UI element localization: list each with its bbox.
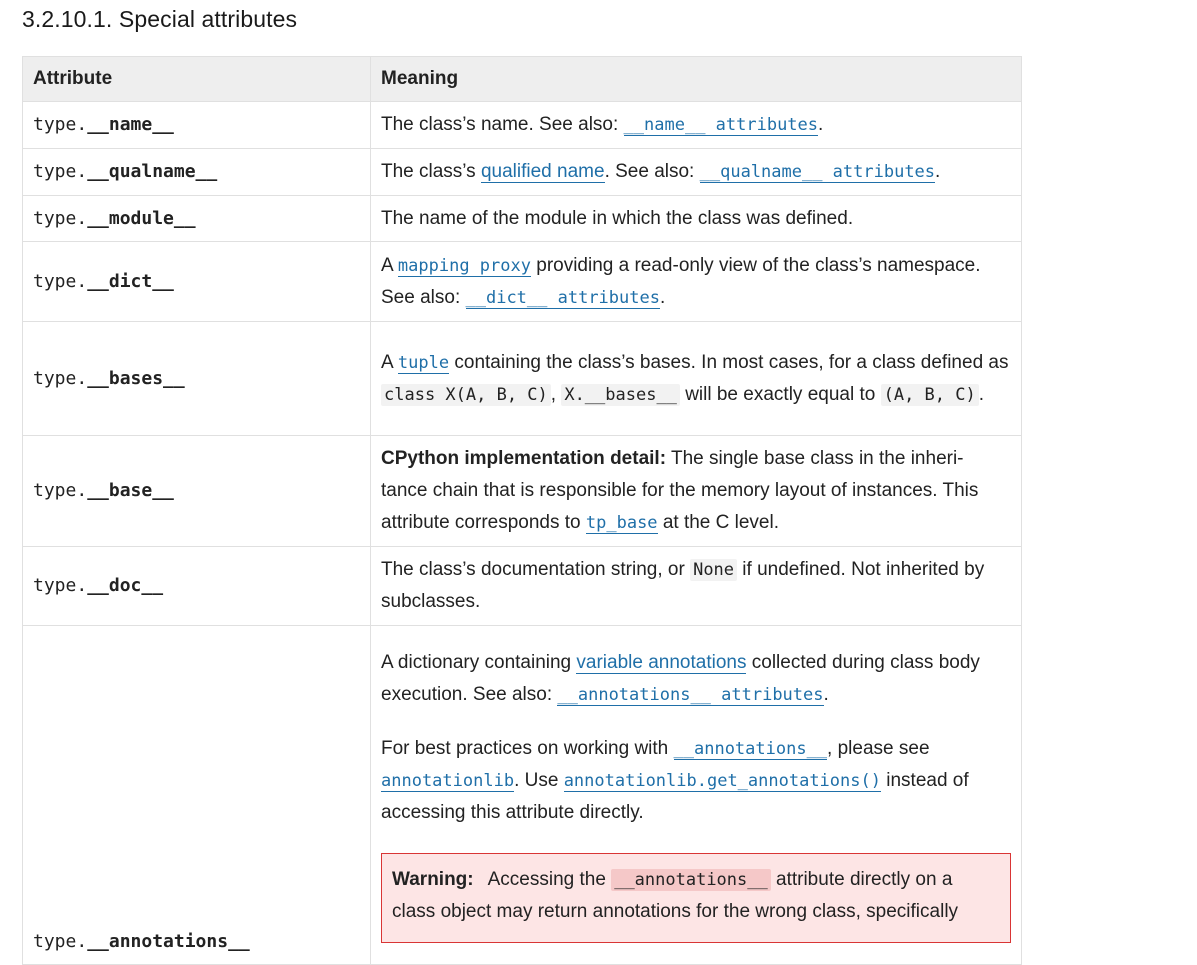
attr-name: __qualname__	[87, 161, 218, 182]
meaning-text: .	[978, 383, 984, 405]
meaning-text: .	[659, 286, 666, 308]
attr-prefix: type.	[33, 575, 88, 596]
meaning-cell	[371, 149, 1022, 196]
annotationlib-link[interactable]: annotationlib	[381, 771, 515, 791]
inline-code: (A, B, C)	[881, 384, 979, 406]
meaning-cell	[371, 102, 1022, 149]
attr-name: __doc__	[87, 575, 164, 596]
meaning-text: .	[818, 114, 824, 135]
attr-prefix: type.	[33, 270, 88, 292]
qualified-name-link[interactable]: qualified name	[480, 161, 605, 182]
mapping-proxy-link[interactable]: mapping proxy	[397, 255, 531, 276]
meaning-text: at the C level.	[657, 512, 779, 533]
meaning-text: The class’s name. See also:	[381, 114, 624, 135]
attr-name: __bases__	[87, 367, 185, 389]
table-row	[23, 626, 1022, 965]
annotations-paragraph	[381, 647, 1011, 711]
meaning-text: containing the class’s bases. In most cases, for a class defined as	[449, 351, 1009, 373]
table-row	[23, 102, 1022, 149]
table-row	[23, 436, 1022, 547]
attribute-cell	[23, 626, 371, 965]
warning-text: attribute directly on a class object may return annotations for the wrong class, specifically	[392, 869, 959, 922]
warning-label: Warning:	[392, 869, 474, 890]
attr-prefix: type.	[33, 367, 88, 389]
header-meaning: Meaning	[371, 57, 1022, 102]
annotations-howto-link[interactable]: __annotations__	[673, 739, 828, 759]
meaning-text: A dictionary containing	[381, 652, 577, 673]
table-row	[23, 196, 1022, 242]
meaning-text: For best practices on working with	[381, 738, 674, 759]
meaning-text: ,	[550, 383, 562, 405]
section-title: 3.2.10.1. Special attributes	[22, 6, 298, 32]
impl-detail-label: CPython implementation detail:	[381, 448, 667, 469]
meaning-text: The class’s documentation string, or	[381, 559, 691, 580]
inline-code: class X(A, B, C)	[381, 384, 551, 406]
qualname-attributes-link[interactable]: __qualname__ attributes	[699, 162, 936, 182]
attribute-cell	[23, 322, 371, 436]
meaning-text: . See also:	[604, 161, 700, 182]
meaning-text: if undefined. Not inherited by subclasses.	[381, 559, 985, 612]
meaning-cell	[371, 322, 1022, 436]
meaning-text: will be exactly equal to	[679, 383, 881, 405]
tp-base-link[interactable]: tp_base	[585, 513, 658, 533]
meaning-cell	[371, 626, 1022, 965]
inline-code: X.__bases__	[561, 384, 680, 406]
meaning-cell	[371, 242, 1022, 322]
meaning-cell	[371, 196, 1022, 242]
attribute-cell	[23, 196, 371, 242]
header-attribute: Attribute	[23, 57, 371, 102]
tuple-link[interactable]: tuple	[397, 352, 450, 373]
attribute-cell	[23, 436, 371, 547]
table-row	[23, 547, 1022, 626]
meaning-text: , please see	[827, 738, 930, 759]
meaning-text: .	[823, 684, 829, 705]
inline-code: __annotations__	[611, 869, 771, 891]
table-row	[23, 149, 1022, 196]
meaning-text: A	[381, 254, 398, 276]
attr-prefix: type.	[33, 207, 88, 229]
attr-name: __module__	[87, 207, 196, 229]
attr-name: __annotations__	[87, 931, 250, 952]
attribute-cell	[23, 547, 371, 626]
attr-prefix: type.	[33, 161, 88, 182]
attribute-cell	[23, 242, 371, 322]
table-row	[23, 322, 1022, 436]
dict-attributes-link[interactable]: __dict__ attributes	[465, 287, 660, 308]
attr-prefix: type.	[33, 480, 88, 501]
annotations-attributes-link[interactable]: __annotations__ attributes	[557, 685, 824, 705]
meaning-cell	[371, 547, 1022, 626]
warning-text: Accessing the	[487, 869, 612, 890]
meaning-text: . Use	[514, 770, 564, 791]
special-attributes-table	[22, 56, 1022, 965]
best-practices-paragraph	[381, 733, 1011, 829]
attr-name: __name__	[87, 114, 174, 135]
variable-annotations-link[interactable]: variable annotations	[576, 652, 747, 673]
attribute-cell	[23, 149, 371, 196]
name-attributes-link[interactable]: __name__ attributes	[623, 115, 819, 135]
inline-code: None	[690, 559, 737, 581]
attr-name: __dict__	[87, 270, 174, 292]
meaning-text: collected during class body execution. See also:	[381, 652, 980, 705]
attr-name: __base__	[87, 480, 174, 501]
table-header-row	[23, 57, 1022, 102]
meaning-text: A	[381, 351, 398, 373]
warning-box	[381, 853, 1011, 943]
meaning-text: instead of accessing this attribute directly.	[381, 770, 969, 823]
table-row	[23, 242, 1022, 322]
meaning-text: .	[935, 161, 941, 182]
meaning-text: The name of the module in which the class was defined.	[381, 207, 854, 229]
meaning-text: The class’s	[381, 161, 481, 182]
attr-prefix: type.	[33, 931, 88, 952]
meaning-text: The single base class in the inheri- tance chain that is responsible for the memory layout of instances. This attribute corresponds to	[381, 448, 979, 533]
get-annotations-link[interactable]: annotationlib.get_annotations()	[563, 771, 881, 791]
meaning-cell	[371, 436, 1022, 547]
attribute-cell	[23, 102, 371, 149]
attr-prefix: type.	[33, 114, 88, 135]
meaning-text: providing a read-only view of the class’s namespace. See also:	[381, 254, 981, 308]
